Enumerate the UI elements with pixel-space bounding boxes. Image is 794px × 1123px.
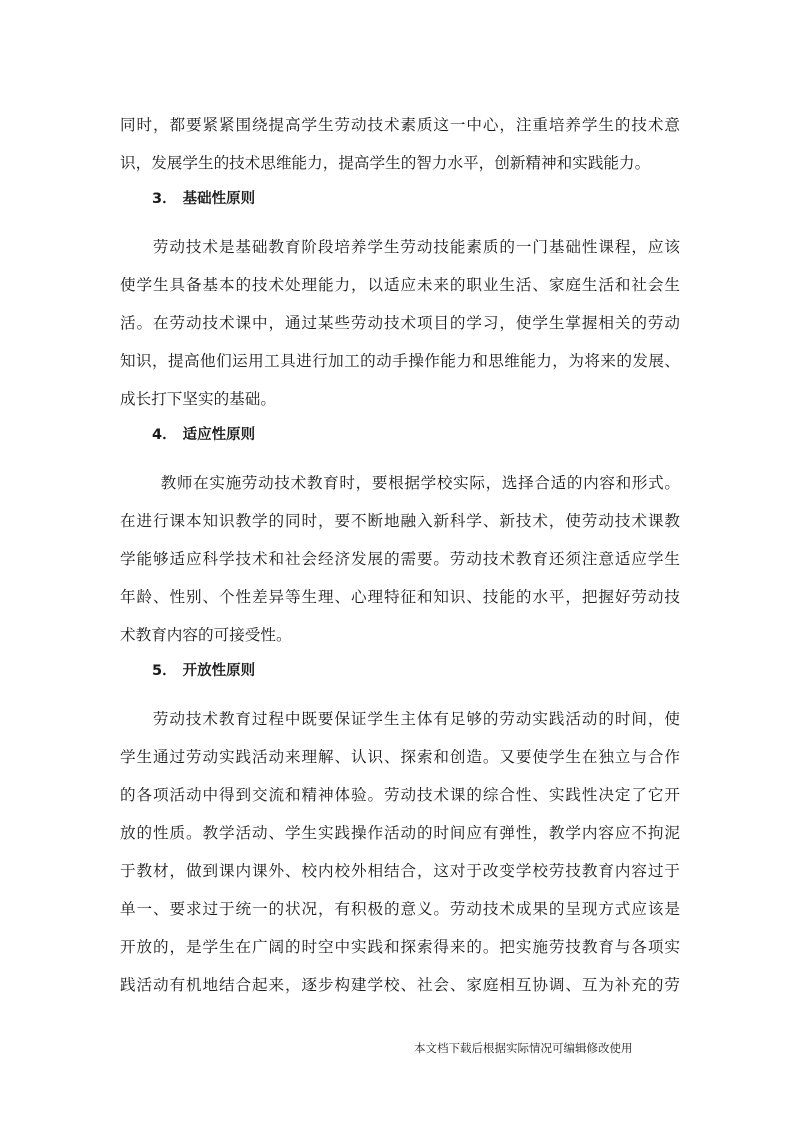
text-line: 开放的，是学生在广阔的时空中实践和探索得来的。把实施劳技教育与各项实 bbox=[120, 938, 680, 956]
section-heading bbox=[120, 188, 680, 210]
text-line: 术教育内容的可接受性。 bbox=[120, 626, 292, 644]
section-paragraph bbox=[120, 472, 680, 646]
text-line: 单一、要求过于统一的状况，有积极的意义。劳动技术成果的呈现方式应该是 bbox=[120, 900, 680, 918]
section-title: 适应性原则 bbox=[182, 427, 256, 443]
text-line: 活。在劳动技术课中，通过某些劳动技术项目的学习，使学生掌握相关的劳动 bbox=[120, 314, 680, 332]
section-heading bbox=[120, 660, 680, 682]
text-line: 于教材，做到课内课外、校内校外相结合，这对于改变学校劳技教育内容过于 bbox=[120, 862, 680, 880]
section-paragraph bbox=[120, 708, 680, 996]
section-number: 3． bbox=[152, 191, 177, 207]
section-title: 开放性原则 bbox=[182, 663, 256, 679]
text-line: 使学生具备基本的技术处理能力，以适应未来的职业生活、家庭生活和社会生 bbox=[120, 276, 680, 294]
section-paragraph bbox=[120, 236, 680, 410]
text-line: 践活动有机地结合起来，逐步构建学校、社会、家庭相互协调、互为补充的劳 bbox=[120, 976, 680, 994]
text-line: 知识，提高他们运用工具进行加工的动手操作能力和思维能力，为将来的发展、 bbox=[120, 352, 680, 370]
text-line: 成长打下坚实的基础。 bbox=[120, 390, 276, 408]
footer-note: 本文档下载后根据实际情况可编辑修改使用 bbox=[414, 1041, 633, 1055]
text-line: 的各项活动中得到交流和精神体验。劳动技术课的综合性、实践性决定了它开 bbox=[120, 786, 680, 804]
text-line: 识，发展学生的技术思维能力，提高学生的智力水平，创新精神和实践能力。 bbox=[120, 154, 651, 172]
text-line: 同时，都要紧紧围绕提高学生劳动技术素质这一中心，注重培养学生的技术意 bbox=[120, 116, 680, 134]
text-line: 教师在实施劳动技术教育时，要根据学校实际，选择合适的内容和形式。 bbox=[160, 474, 680, 492]
section-number: 5． bbox=[152, 663, 177, 679]
intro-paragraph bbox=[120, 114, 680, 174]
text-line: 放的性质。教学活动、学生实践操作活动的时间应有弹性，教学内容应不拘泥 bbox=[120, 824, 680, 842]
document-body bbox=[120, 114, 680, 996]
section-heading bbox=[120, 424, 680, 446]
text-line: 在进行课本知识教学的同时，要不断地融入新科学、新技术，使劳动技术课教 bbox=[120, 512, 680, 530]
section-title: 基础性原则 bbox=[182, 191, 256, 207]
text-line: 学能够适应科学技术和社会经济发展的需要。劳动技术教育还须注意适应学生 bbox=[120, 550, 680, 568]
section-number: 4． bbox=[152, 427, 177, 443]
text-line: 学生通过劳动实践活动来理解、认识、探索和创造。又要使学生在独立与合作 bbox=[120, 748, 680, 766]
text-line: 劳动技术教育过程中既要保证学生主体有足够的劳动实践活动的时间，使 bbox=[152, 710, 680, 728]
text-line: 年龄、性别、个性差异等生理、心理特征和知识、技能的水平，把握好劳动技 bbox=[120, 588, 680, 606]
text-line: 劳动技术是基础教育阶段培养学生劳动技能素质的一门基础性课程，应该 bbox=[152, 238, 680, 256]
